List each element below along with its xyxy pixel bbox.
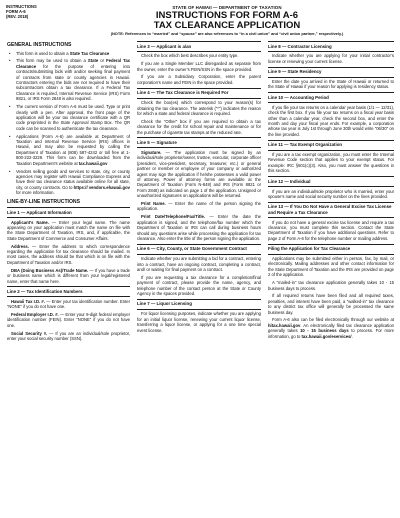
heading-line-5: Line 5 — Signature — [137, 139, 177, 145]
para-filing-2: A “mailed-in” tax clearance application generally takes 10 - 15 business days to process. — [268, 280, 394, 291]
divider — [137, 88, 261, 89]
general-bullet-3: • The current version of Form A-6 must be used. Type or print clearly with a pen. After approval, the front page of the application will be your tax clearance certificate with a QR code preprinted in the State Approval Stamp Box. The QR code can be scanned to authenticate the tax clearance. — [9, 104, 130, 131]
divider — [7, 286, 130, 287]
para-line3-c: If you are a Subsidiary Corporation, enter the parent corporation’s name and FEIN in the space provided. — [137, 74, 261, 85]
heading-line-2: Line 2 — Tax Identification Numbers — [7, 288, 83, 294]
heading-line-1: Line 1 — Applicant Information — [7, 209, 72, 215]
divider — [268, 254, 394, 255]
para-line9: Enter the date you arrived in the State of Hawaii or returned to the State of Hawaii if your reason for applying is residency status. — [268, 79, 394, 90]
para-line11: If you are a tax exempt organization, you must enter the Internal Revenue Code section that applies to your exempt status. For example: IRC §501(c)(3). Also, you must answer the questions in this section. — [268, 152, 394, 174]
heading-line-by-line: LINE-BY-LINE INSTRUCTIONS — [7, 198, 81, 205]
divider — [7, 217, 130, 218]
heading-line-10: Line 10 — Accounting Period — [268, 94, 329, 100]
para-filing-3: If all required returns have been filed and all required taxes, penalties, and interest have been paid, a “walked-in” tax clearance to any district tax office will generally be processed the same business day. — [268, 293, 394, 315]
heading-line-12: Line 12 — Individual — [268, 178, 311, 184]
para-line12: If you are an individual/sole proprietor who is married, enter your spouse’s name and social security number on the lines provided. — [268, 188, 394, 199]
divider — [137, 309, 261, 310]
divider — [268, 77, 394, 78]
para-print-name: Print Name. — Enter the name of the person signing the application. — [137, 201, 261, 212]
para-line6-a: Indicate whether you are submitting a bid for a contract, entering into a contract, have an ongoing contract, completing a contract, and/ or waiting for final payment on a contract. — [137, 256, 261, 272]
divider — [137, 51, 261, 52]
form-revision: (REV. 2018) — [6, 13, 29, 19]
form-label-instructions: INSTRUCTIONS — [6, 4, 37, 9]
heading-line-13: Line 13 — If You Do Not Have a General Excise Tax License and Require a Tax Clearance — [268, 204, 392, 215]
heading-line-9: Line 9 — State Residency — [268, 69, 322, 75]
para-hawaii-tax-id: Hawaii Tax I.D. #. — Enter your tax identification number. Enter “NONE” if you do not have one. — [7, 298, 130, 310]
heading-line-4: Line 4 — The Tax Clearance is Required For — [137, 90, 229, 96]
para-line8: Indicate whether you are applying for your initial contractor’s license or renewing your current license. — [268, 53, 394, 64]
instruction-columns — [0, 39, 400, 518]
heading-line-3: Line 3 — Applicant is a/an — [137, 43, 192, 49]
divider — [268, 41, 394, 42]
vendors-website-link[interactable]: https:// vendors.ehawaii.gov — [73, 184, 130, 190]
para-dba: DBA (Doing Business As)/Trade Name. — If you have a trade or business name which is different from your legal/registered name, enter that name here. — [7, 267, 130, 284]
divider — [268, 67, 394, 68]
divider — [268, 102, 394, 103]
form-number: FORM A-6 — [6, 8, 26, 14]
divider — [268, 202, 394, 203]
heading-general-instructions: GENERAL INSTRUCTIONS — [7, 42, 72, 48]
divider — [268, 176, 394, 177]
para-line13: If you do not have a general excise tax license and require a tax clearance, you must complete this section. Contact the State Department of Taxation if you have additional questions. Refer to page 2 of Form A-6 for the telephone number or mailing address. — [268, 219, 394, 241]
para-line10: If you file your tax returns on a calendar year basis (1/1 — 12/31), check the first box. If you file your tax returns on a fiscal year basis other than a calendar year, check the second box, and enter the month and day your fiscal year ends. For example, a corporation whose tax year is July 1st through June 30th would write “06/30” on the line provided. — [268, 104, 394, 137]
general-bullet-2: • This form may be used to obtain a State or Federal Tax Clearance for the purpose of entering into contracts/submitting bids with and/or seeking final payment of contracts from state or county agencies in Hawaii. Contractors entering the bids are not required to have their subcontractors obtain a tax clearance. If a Federal Tax Clearance is required, Internal Revenue Service (IRS) Form 8821, or IRS Form 2848 is also required. — [9, 58, 130, 102]
column-3 — [268, 39, 394, 518]
divider — [137, 254, 261, 255]
para-line4-b: Check the “Other” box if you are required to obtain a tax clearance for the credit for school repair and maintenance or for the purchase of cigarette tax stamps at the reduced rate. — [137, 118, 261, 135]
para-signature: Signature. — The application must be signed by an individual/sole proprietor/owner, trustee, executor, corporate officer (president, vice-president, secretary, treasurer, etc.) or general partner or member or employee of your company or authorized agent may sign the application if he/she possesses a valid power of attorney. Power of attorney forms are available at the Department of Taxation (Form N-848) and IRS (Form 8821 or Form 2848) as indicated on page 1 of the application. Unsigned or unauthorized signatures on applications will be returned. — [137, 149, 261, 199]
header-note: (NOTE: References to “married” and “spouse” are also references to “in a civil union” and “civil union partner,” respectively.) — [110, 30, 344, 36]
para-print-date: Print Date/Telephone/Fax/Title. — Enter the date the application is signed, and the telephone/fax number which the Department of Taxation or IRS can call during business hours should any questions arise while processing the application for tax clearance. Also enter the title of the person signing the application. — [137, 214, 261, 241]
para-applicant-name: Applicant’s Name. — Enter your legal name. The name appearing on your application must match the name on file with the State Department of Taxation, IRS, and, if applicable, the State Department of Commerce and Consumer Affairs. — [7, 219, 130, 241]
para-filing-4: Form A-6 also can be filed electronically through our website at hitax.hawaii.gov. An electronically filed tax clearance application generally takes 10 - 15 business days to process. For more information, go to tax.hawaii.gov/eservices/. — [268, 317, 394, 339]
divider — [7, 207, 130, 208]
heading-line-11: Line 11 — Tax Exempt Organization — [268, 142, 343, 148]
para-line7: For liquor licensing purposes, indicate whether you are applying for an initial liquor license, renewing your current liquor license, transferring a liquor license, or applying for a one time special event license. — [137, 311, 261, 333]
column-2 — [137, 39, 261, 518]
divider — [137, 299, 261, 300]
para-filing-1: Applications may be submitted either in person, fax, by mail, or electronically. Mailing addresses and other contact information for the State Department of Taxation and the IRS are provided on page 2 of the application. — [268, 256, 394, 278]
page-header — [60, 5, 394, 36]
page-title: INSTRUCTIONS FOR FORM A-6 — [155, 9, 299, 21]
heading-line-6: Line 6 — City, County, or State Government Contract — [137, 246, 247, 252]
divider — [268, 217, 394, 218]
divider — [268, 186, 394, 187]
divider — [137, 244, 261, 245]
tax-website-link[interactable]: tax.hawaii.gov — [78, 160, 108, 166]
para-line4-a: Check the box(es) which correspond to your reason(s) for obtaining the tax clearance. The asterisk (“*”) indicates the reason for which a state and federal clearance is required. — [137, 100, 261, 116]
heading-line-8: Line 8 — Contractor Licensing — [268, 43, 332, 49]
para-fein: Federal Employer I.D. #. — Enter your 9-digit federal employer identification number (FEIN). Enter “NONE” if you do not have one. — [7, 311, 130, 328]
general-bullet-5: • Vendors selling goods and services to state, city, or county agencies may register with Hawaii Compliance Express and have their tax clearance status available online for all state, city, or county contracts. Go to https:// vendors.ehawaii.gov for more information. — [9, 168, 130, 196]
divider — [137, 137, 261, 138]
divider — [268, 51, 394, 52]
eservices-website-link[interactable]: tax.hawaii.gov/eservices/ — [301, 333, 352, 339]
hitax-website-link[interactable]: hitax.hawaii.gov — [268, 322, 301, 328]
para-ssn: Social Security #. — If you are an individual/sole proprietor, enter your social security number (SSN). — [7, 330, 130, 342]
divider — [137, 41, 261, 42]
para-line6-b: If you are requesting a tax clearance for a completion/final payment of contract, please provide the name, agency, and telephone number of the contact person at the State or County Agency in the spaces provided. — [137, 274, 261, 297]
form-id-block — [6, 5, 37, 20]
general-bullet-4: • Applications (Form A-6) are available at Department of Taxation and Internal Revenue Service (IRS) offices in Hawaii, and may also be requested by calling the Department of Taxation at (808) 587-4242 or toll free at 1-800-222-3229. This form can be downloaded from the Taxation Department’s website at tax.hawaii.gov — [9, 133, 130, 166]
divider — [268, 150, 394, 151]
divider — [268, 140, 394, 141]
divider — [137, 147, 261, 148]
page-subtitle: TAX CLEARANCE APPLICATION — [153, 19, 301, 31]
general-bullets — [7, 51, 130, 196]
para-line3-b: If you are a Single Member LLC disregarded as separate from the owner, enter the owner’s FEIN/SSN in the space provided. — [137, 61, 261, 72]
divider — [137, 98, 261, 99]
divider — [268, 244, 394, 245]
para-address: Address. — Enter the address to which correspondence regarding the application for tax clearance should be mailed. In most cases, the address should be that which is on file with the Department of Taxation and/or IRS. — [7, 243, 130, 265]
heading-filing: Filing the Application for Tax Clearance — [268, 246, 351, 252]
divider — [268, 92, 394, 93]
agency-name: STATE OF HAWAII — DEPARTMENT OF TAXATION — [172, 5, 282, 10]
general-bullet-1: • This form is used to obtain a State Tax Clearance — [9, 50, 110, 56]
divider — [7, 296, 130, 297]
heading-line-7: Line 7 — Liquor Licensing — [137, 301, 192, 307]
para-line3-a: Check the box which best describes your entity type. — [141, 53, 239, 59]
column-1 — [7, 39, 130, 518]
